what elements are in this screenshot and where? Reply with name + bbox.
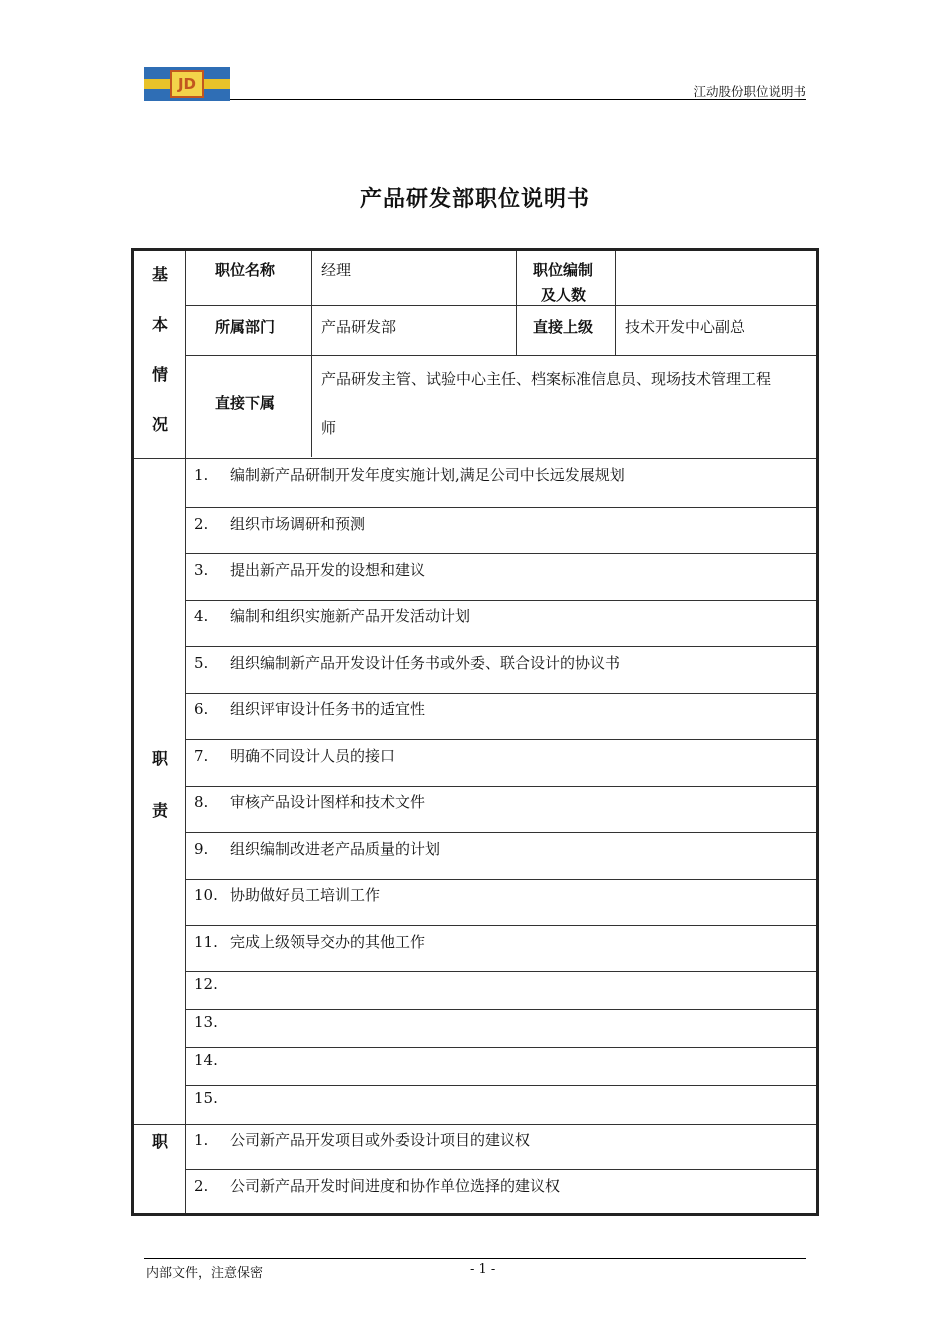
headcount-label-line2: 及人数: [541, 286, 587, 304]
grid-line: [185, 600, 816, 601]
duty-row: [194, 605, 470, 626]
footer-confidential: 内部文件，注意保密: [146, 1266, 264, 1281]
grid-line: [615, 251, 616, 355]
grid-line: [185, 925, 816, 926]
subordinates-label: 直接下属: [215, 394, 276, 412]
duty-text: 协助做好员工培训工作: [230, 886, 381, 904]
duty-number: 8.: [194, 793, 209, 811]
grid-line: [185, 553, 816, 554]
duty-text: 组织编制新产品开发设计任务书或外委、联合设计的协议书: [230, 654, 621, 672]
authority-text: 公司新产品开发项目或外委设计项目的建议权: [230, 1131, 531, 1149]
authority-number: 1.: [194, 1131, 209, 1149]
page-title: 产品研发部职位说明书: [359, 187, 590, 212]
duty-row: [194, 1089, 230, 1107]
duty-text: 组织评审设计任务书的适宜性: [230, 700, 426, 718]
duties-label-char: 职: [151, 749, 168, 768]
duties-label-char: 责: [151, 801, 168, 820]
page-number: - 1 -: [470, 1262, 496, 1277]
grid-line: [185, 646, 816, 647]
duty-number: 15.: [194, 1089, 218, 1107]
grid-line: [134, 458, 816, 459]
authority-label-char: 职: [151, 1132, 168, 1151]
duty-text: 组织市场调研和预测: [230, 515, 366, 533]
duty-text: 组织编制改进老产品质量的计划: [230, 840, 441, 858]
company-logo: [144, 67, 230, 101]
grid-line: [185, 1047, 816, 1048]
duty-number: 7.: [194, 747, 209, 765]
duty-number: 4.: [194, 607, 209, 625]
duty-text: 编制和组织实施新产品开发活动计划: [230, 607, 471, 625]
grid-line: [185, 693, 816, 694]
basic-label-char: 情: [151, 365, 168, 384]
grid-line: [185, 786, 816, 787]
duty-number: 1.: [194, 466, 209, 484]
grid-line: [185, 305, 816, 306]
basic-label-char: 况: [151, 415, 168, 434]
grid-line: [185, 971, 816, 972]
duty-row: [194, 652, 620, 673]
grid-line: [185, 1009, 816, 1010]
grid-line: [185, 1169, 816, 1170]
department-label: 所属部门: [215, 318, 276, 336]
duty-row: [194, 838, 440, 859]
duty-text: 明确不同设计人员的接口: [230, 747, 396, 765]
duty-number: 10.: [194, 886, 218, 904]
grid-line: [185, 355, 816, 356]
grid-line: [134, 1124, 816, 1125]
grid-line: [185, 251, 186, 1213]
basic-label-char: 本: [151, 315, 168, 334]
header-doc-name: 江动股份职位说明书: [693, 84, 806, 99]
duty-row: [194, 1051, 230, 1069]
duty-number: 9.: [194, 840, 209, 858]
authority-text: 公司新产品开发时间进度和协作单位选择的建议权: [230, 1177, 561, 1195]
position-name-value: 经理: [321, 261, 352, 279]
duty-number: 14.: [194, 1051, 218, 1069]
duty-row: [194, 975, 230, 993]
duty-row: [194, 698, 425, 719]
grid-line: [311, 251, 312, 457]
duty-number: 13.: [194, 1013, 218, 1031]
authority-row: [194, 1129, 530, 1150]
duty-text: 提出新产品开发的设想和建议: [230, 561, 426, 579]
grid-line: [516, 251, 517, 355]
duty-row: [194, 1013, 230, 1031]
department-value: 产品研发部: [321, 318, 397, 336]
duty-number: 3.: [194, 561, 209, 579]
duty-number: 6.: [194, 700, 209, 718]
duty-row: [194, 464, 625, 485]
duty-row: [194, 513, 365, 534]
duty-text: 审核产品设计图样和技术文件: [230, 793, 426, 811]
duty-text: 完成上级领导交办的其他工作: [230, 933, 426, 951]
duty-number: 11.: [194, 933, 218, 951]
authority-row: [194, 1175, 560, 1196]
superior-label: 直接上级: [533, 318, 594, 336]
duty-row: [194, 559, 425, 580]
grid-line: [185, 739, 816, 740]
logo-mark: JD: [170, 70, 204, 98]
superior-value: 技术开发中心副总: [625, 318, 746, 336]
duty-row: [194, 791, 425, 812]
duty-row: [194, 884, 380, 905]
grid-line: [185, 879, 816, 880]
duty-text: 编制新产品研制开发年度实施计划,满足公司中长远发展规划: [230, 466, 625, 484]
grid-line: [185, 507, 816, 508]
subordinates-value-line1: 产品研发主管、试验中心主任、档案标准信息员、现场技术管理工程: [321, 370, 772, 388]
duty-number: 5.: [194, 654, 209, 672]
authority-number: 2.: [194, 1177, 209, 1195]
grid-line: [185, 1085, 816, 1086]
grid-line: [185, 832, 816, 833]
duty-number: 12.: [194, 975, 218, 993]
position-name-label: 职位名称: [215, 261, 276, 279]
basic-label-char: 基: [151, 265, 168, 284]
headcount-label-line1: 职位编制: [533, 261, 594, 279]
footer-rule: [144, 1258, 806, 1259]
duty-row: [194, 931, 425, 952]
duty-number: 2.: [194, 515, 209, 533]
duty-row: [194, 745, 395, 766]
subordinates-value-line2: 师: [321, 419, 337, 437]
